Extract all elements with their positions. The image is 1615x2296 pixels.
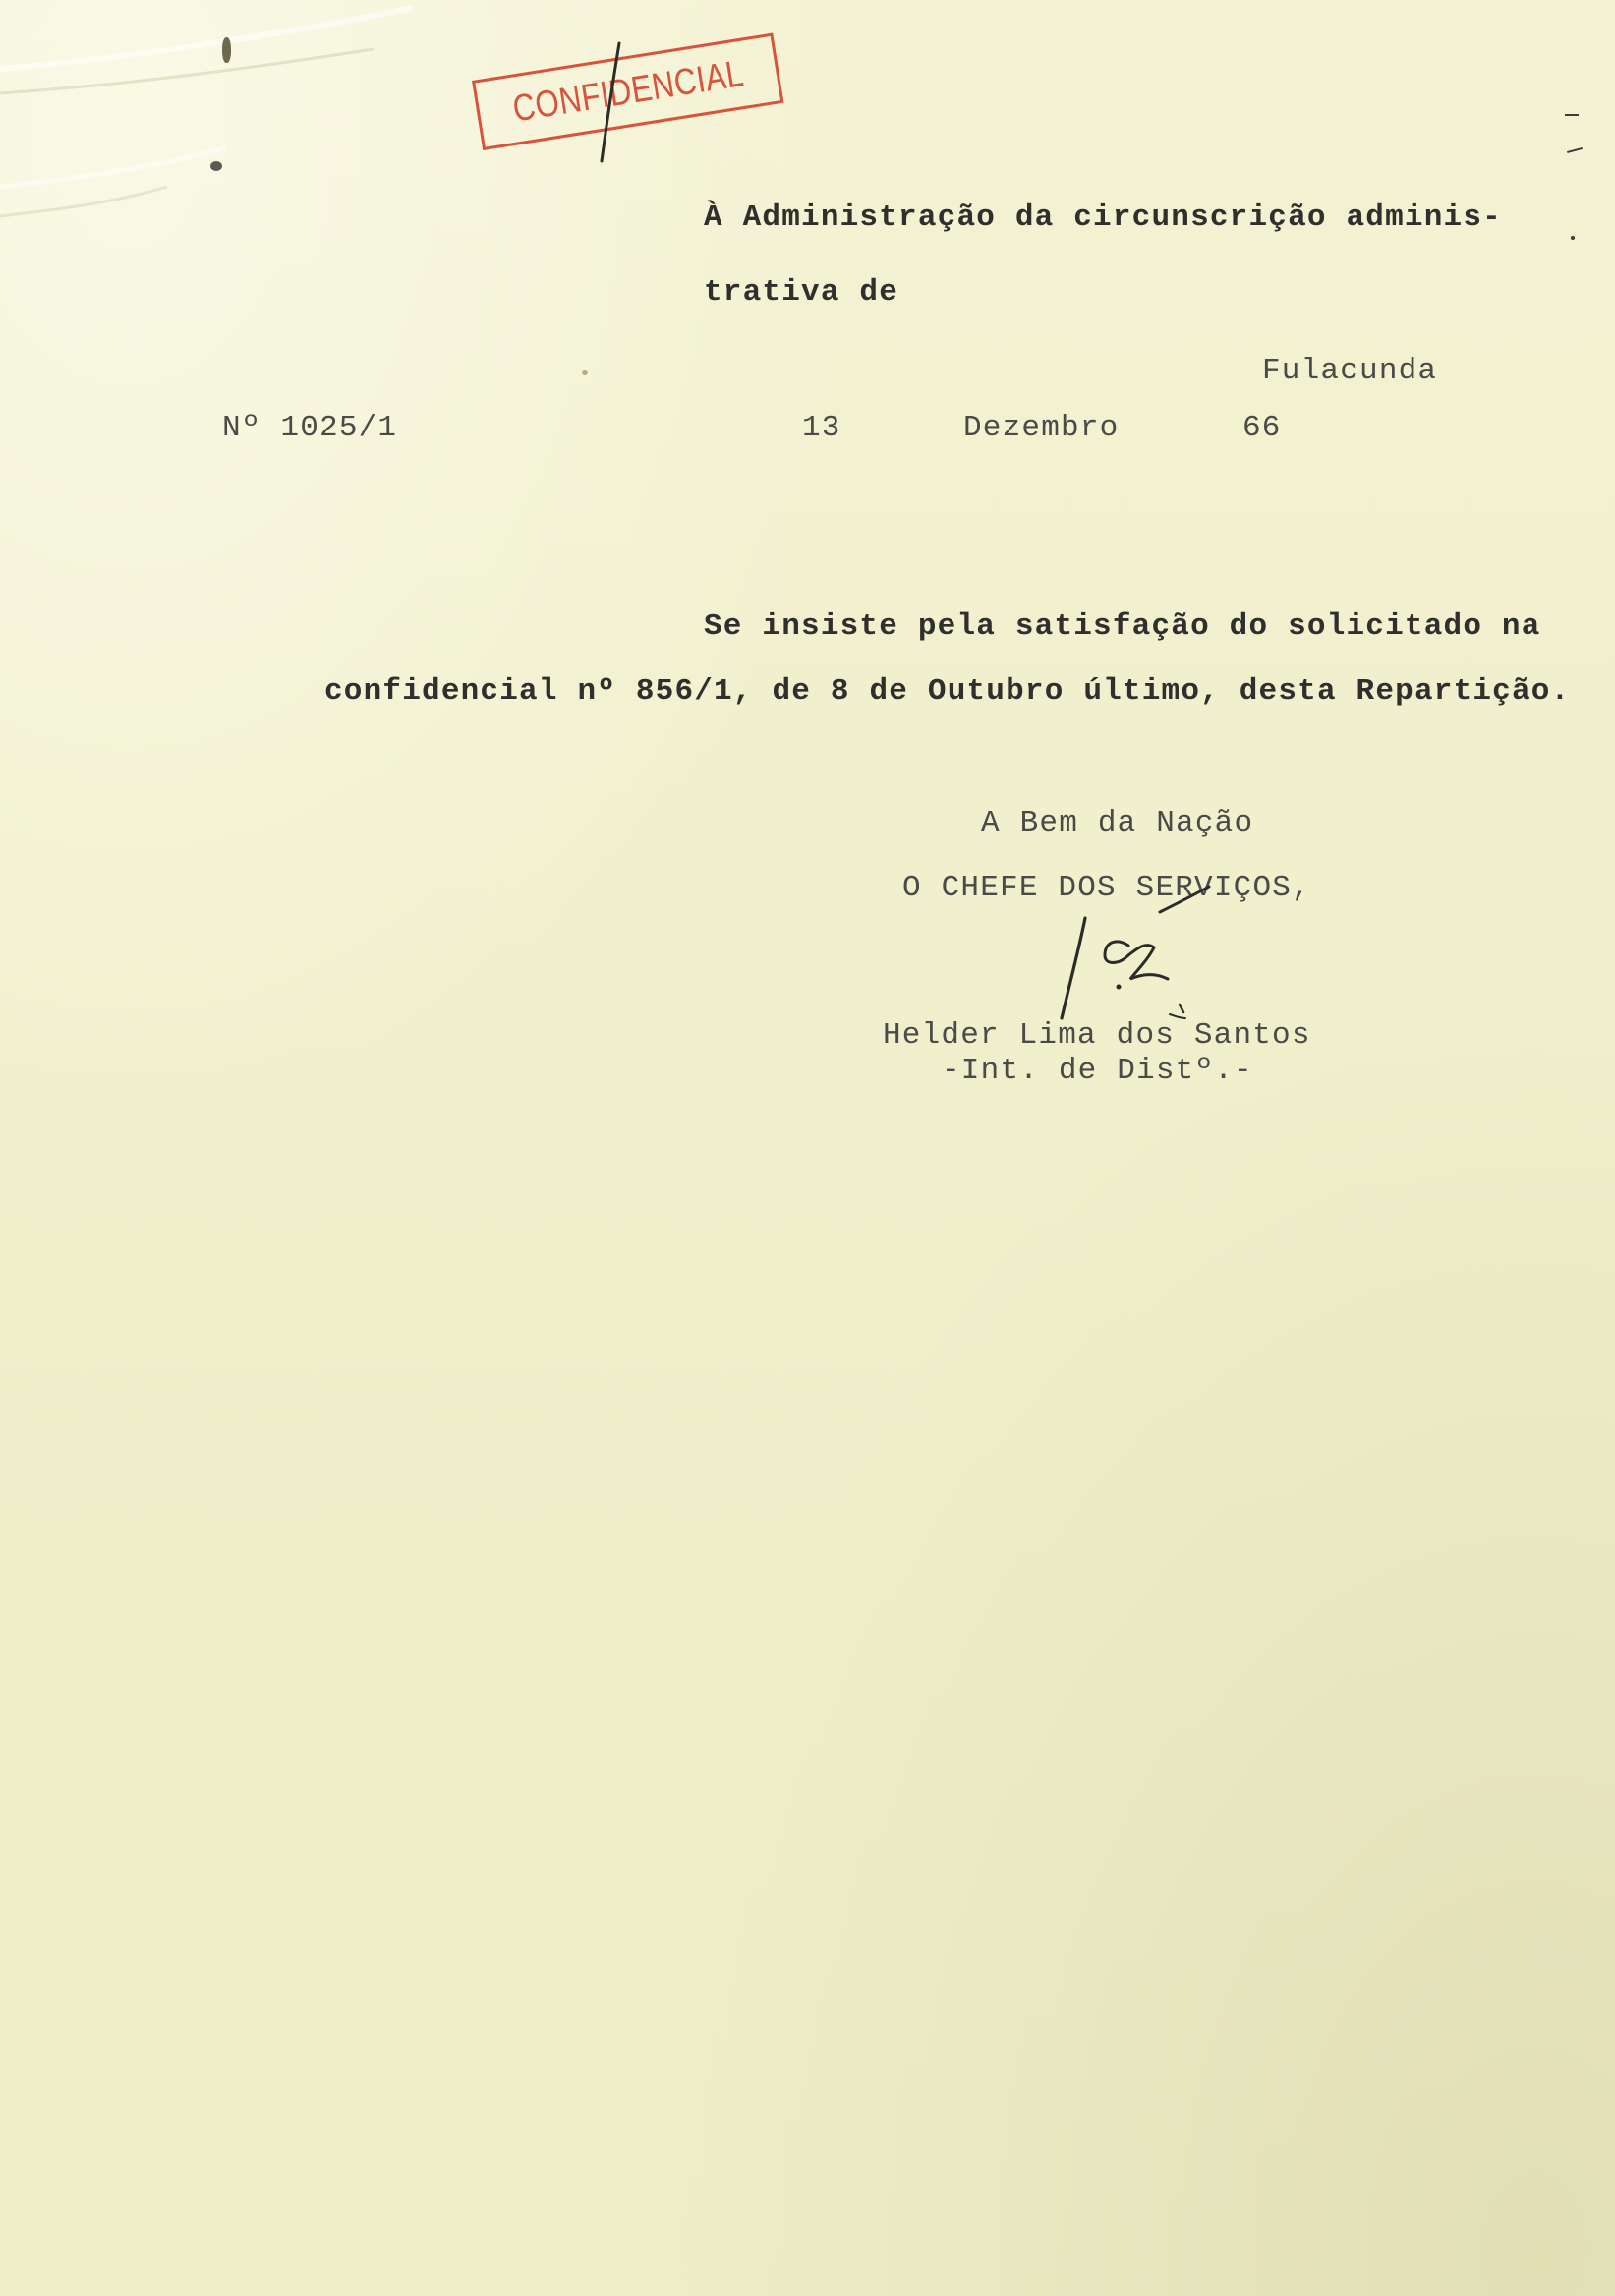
signatory-name: Helder Lima dos Santos <box>883 1018 1311 1053</box>
stamp-label: CONFIDENCIAL <box>509 52 746 131</box>
body-line-1: Se insiste pela satisfação do solicitado na <box>704 609 1541 644</box>
margin-mark <box>1565 114 1579 116</box>
role-pen-mark <box>1156 883 1215 922</box>
margin-mark <box>1571 236 1575 240</box>
reference-month: Dezembro <box>963 411 1120 445</box>
reference-day: 13 <box>802 411 841 445</box>
address-line-2: trativa de <box>704 275 899 310</box>
signature <box>1022 908 1199 1026</box>
address-place: Fulacunda <box>1262 354 1438 388</box>
ink-speck <box>210 161 222 171</box>
closing-salutation: A Bem da Nação <box>981 806 1254 840</box>
signatory-title: -Int. de Distº.- <box>942 1054 1253 1088</box>
closing-role: O CHEFE DOS SERVIÇOS, <box>902 871 1311 905</box>
body-line-2: confidencial nº 856/1, de 8 de Outubro último, desta Repartição. <box>324 674 1571 709</box>
ink-speck <box>582 370 588 375</box>
reference-year: 66 <box>1242 411 1282 445</box>
margin-mark <box>1567 147 1583 153</box>
reference-number: Nº 1025/1 <box>222 411 398 445</box>
address-line-1: À Administração da circunscrição adminis- <box>704 201 1502 235</box>
ink-speck <box>222 37 231 63</box>
stamp-pen-stroke <box>590 39 629 167</box>
